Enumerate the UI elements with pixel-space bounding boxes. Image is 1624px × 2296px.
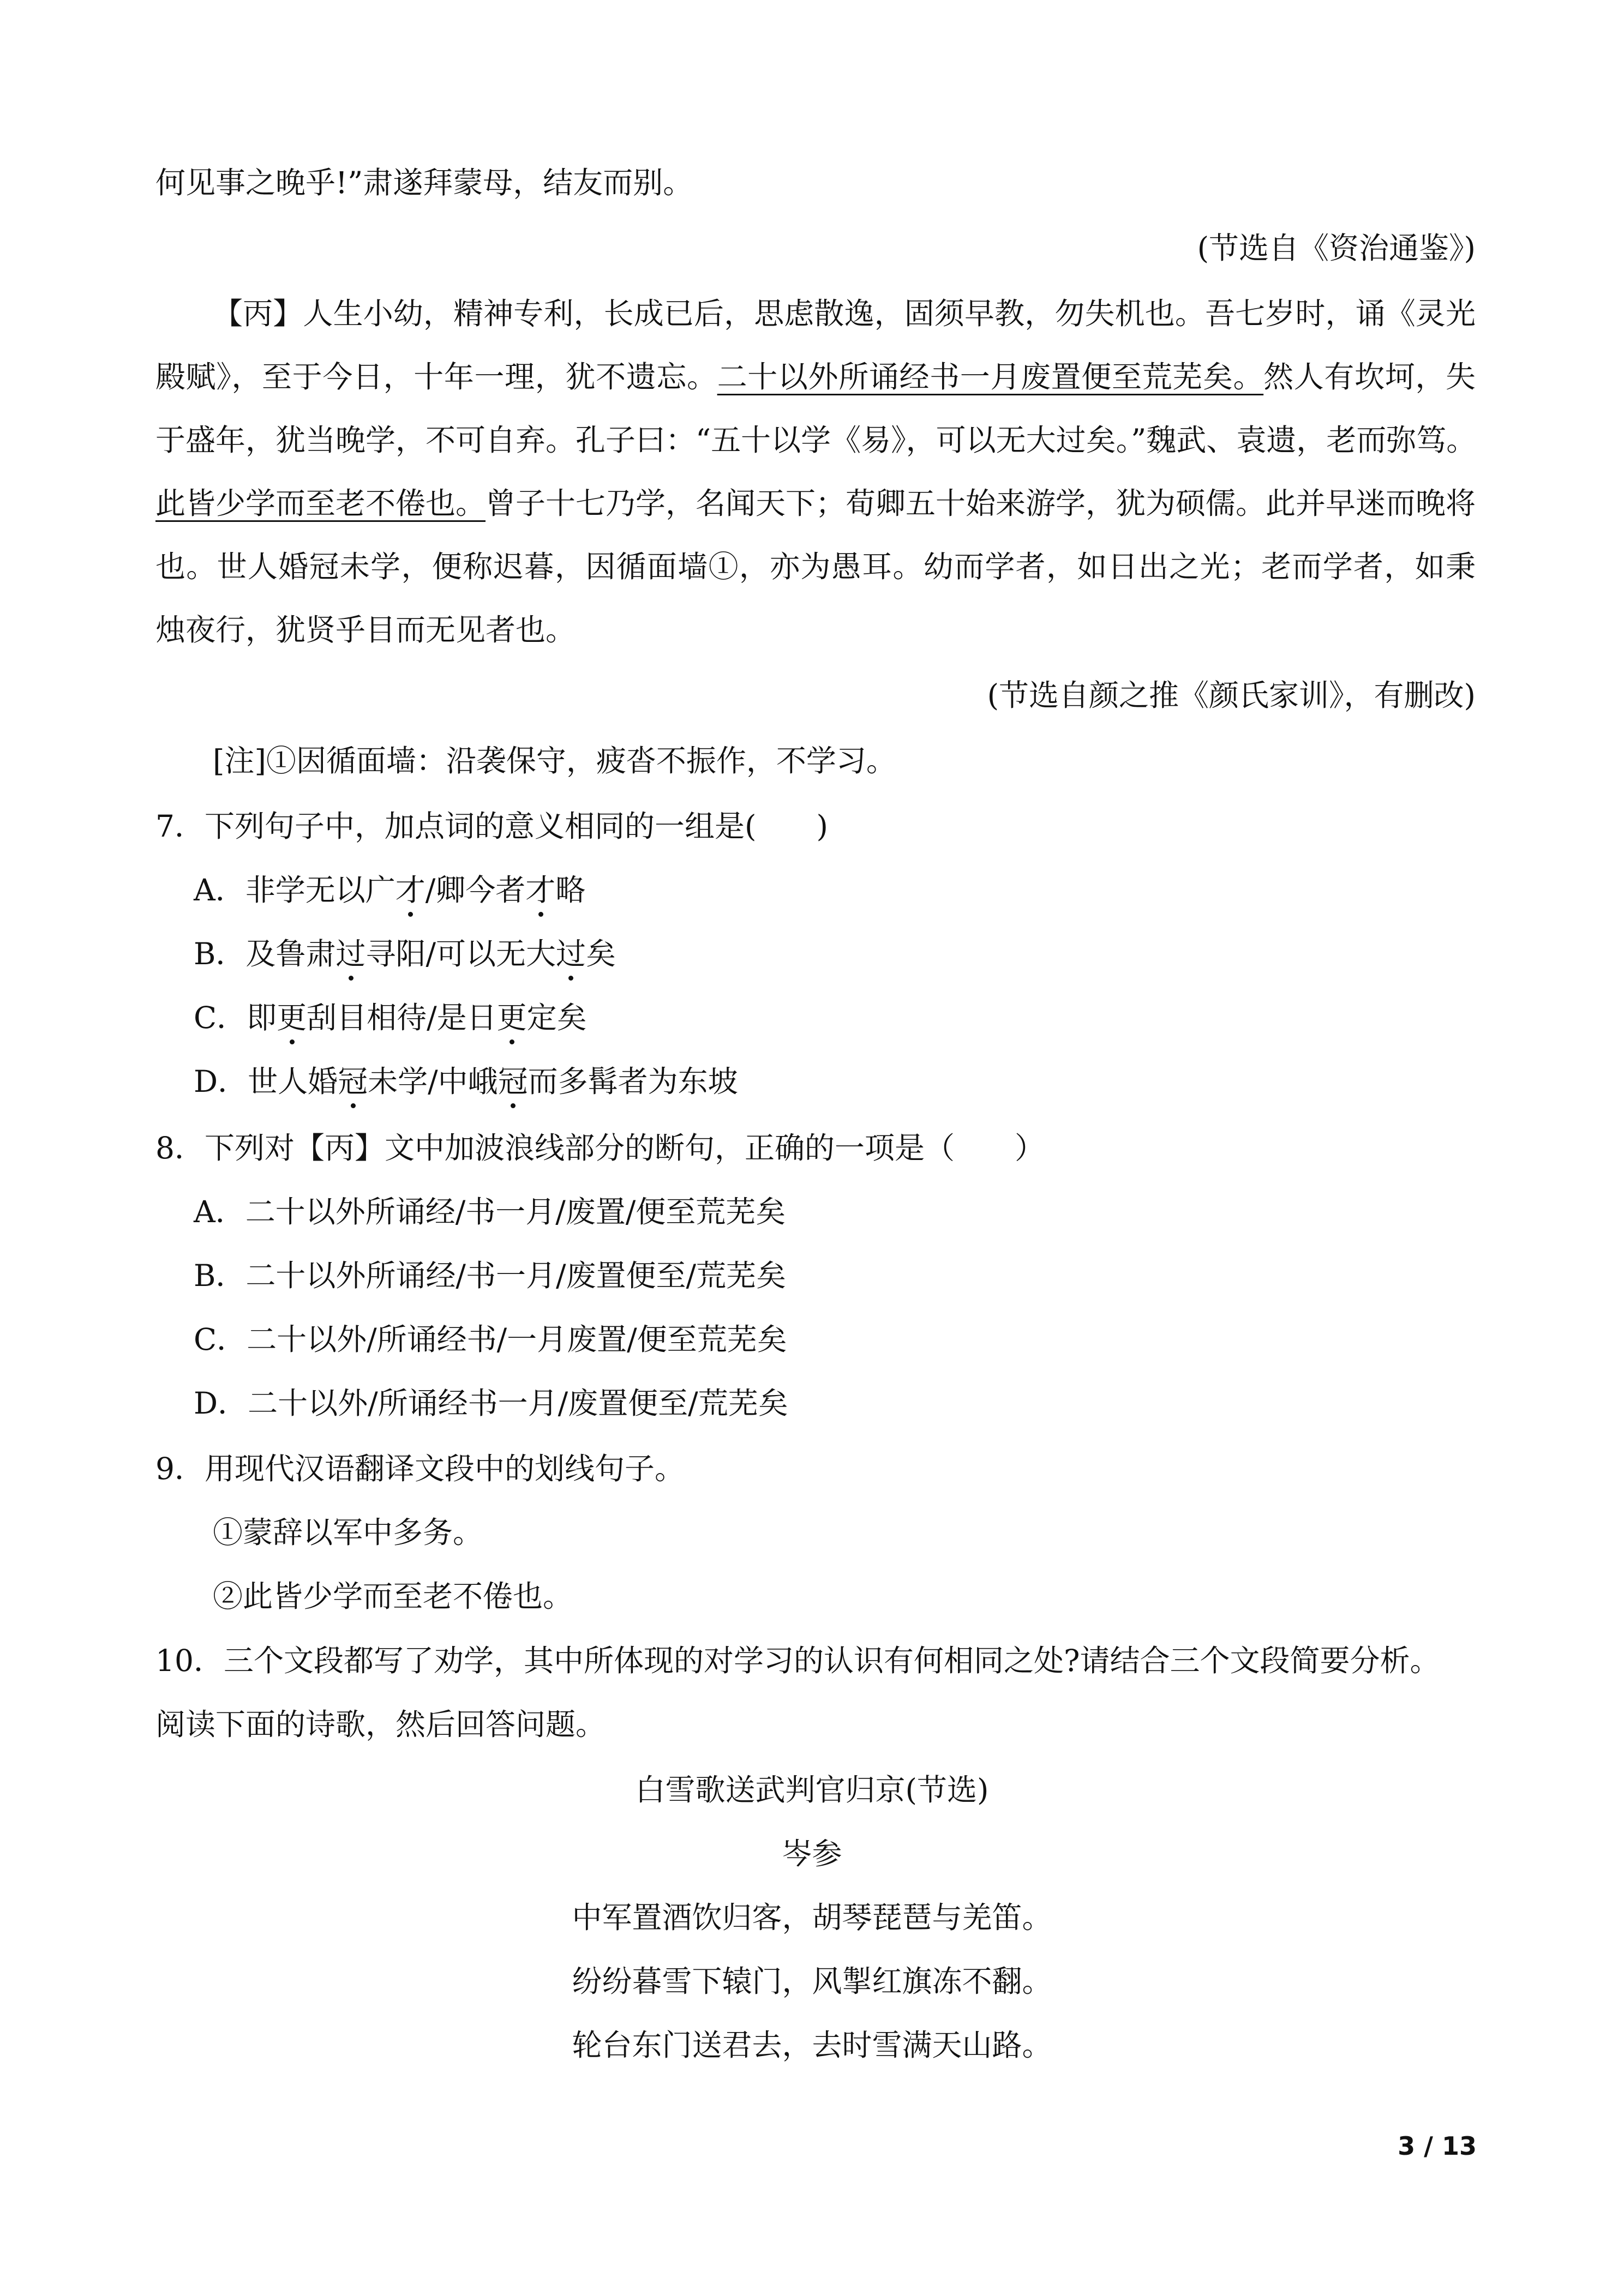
question-9-sentence-2: ②此皆少学而至老不倦也。 bbox=[213, 1579, 573, 1614]
poem-line-2: 纷纷暮雪下辕门，风掣红旗冻不翻。 bbox=[572, 1964, 1052, 1999]
passage-c-line-2: 殿赋》，至于今日，十年一理，犹不遗忘。二十以外所诵经书一月废置便至荒芜矣。然人有坎坷，失 bbox=[155, 359, 1476, 394]
question-7-option-b: B．及鲁肃过寻阳/可以无大过矣 bbox=[194, 935, 616, 973]
question-9-stem: 9．用现代汉语翻译文段中的划线句子。 bbox=[155, 1451, 685, 1486]
underlined-sentence: 此皆少学而至老不倦也。 bbox=[155, 486, 486, 521]
poem-line-1: 中军置酒饮归客，胡琴琵琶与羌笛。 bbox=[572, 1900, 1052, 1935]
question-8-stem: 8．下列对【丙】文中加波浪线部分的断句，正确的一项是（ ） bbox=[155, 1131, 1045, 1165]
question-9-sentence-1: ①蒙辞以军中多务。 bbox=[213, 1515, 483, 1550]
question-8-option-d: D．二十以外/所诵经书一月/废置便至/荒芜矣 bbox=[194, 1386, 788, 1421]
passage-c-line-6: 烛夜行，犹贤乎目而无见者也。 bbox=[155, 612, 576, 647]
passage-c-line-5: 也。世人婚冠未学，便称迟暮，因循面墙①，亦为愚耳。幼而学者，如日出之光；老而学者，如秉 bbox=[155, 549, 1476, 584]
passage-c-line-3: 于盛年，犹当晚学，不可自弃。孔子曰：“五十以学《易》，可以无大过矣。”魏武、袁遗，老而弥笃。 bbox=[155, 423, 1477, 458]
source-citation-b: (节选自《资治通鉴》) bbox=[1197, 231, 1476, 266]
question-7-stem: 7．下列句子中，加点词的意义相同的一组是( ) bbox=[155, 809, 828, 844]
poem-title: 白雪歌送武判官归京(节选) bbox=[635, 1772, 989, 1807]
annotation-note: [注]①因循面墙：沿袭保守，疲沓不振作，不学习。 bbox=[213, 743, 896, 778]
passage-c-line-1: 【丙】人生小幼，精神专利，长成已后，思虑散逸，固须早教，勿失机也。吾七岁时，诵《灵光 bbox=[213, 296, 1476, 331]
source-citation-c: (节选自颜之推《颜氏家训》，有删改) bbox=[987, 678, 1476, 713]
page-number: 3 / 13 bbox=[1398, 2131, 1477, 2161]
question-8-option-b: B．二十以外所诵经/书一月/废置便至/荒芜矣 bbox=[194, 1258, 787, 1293]
poem-instruction: 阅读下面的诗歌，然后回答问题。 bbox=[155, 1707, 606, 1742]
question-7-option-a: A．非学无以广才/卿今者才略 bbox=[194, 871, 585, 909]
poem-author: 岑参 bbox=[782, 1836, 842, 1871]
poem-line-3: 轮台东门送君去，去时雪满天山路。 bbox=[572, 2028, 1052, 2063]
question-7-option-c: C．即更刮目相待/是日更定矣 bbox=[194, 999, 587, 1037]
question-10: 10．三个文段都写了劝学，其中所体现的对学习的认识有何相同之处?请结合三个文段简要分析。 bbox=[155, 1643, 1440, 1678]
passage-b-end: 何见事之晚乎!”肃遂拜蒙母，结友而别。 bbox=[155, 165, 693, 200]
question-8-option-a: A．二十以外所诵经/书一月/废置/便至荒芜矣 bbox=[194, 1194, 786, 1229]
wavy-underlined-sentence: 二十以外所诵经书一月废置便至荒芜矣。 bbox=[717, 359, 1264, 394]
passage-c-line-4: 此皆少学而至老不倦也。曾子十七乃学，名闻天下；荀卿五十始来游学，犹为硕儒。此并早迷而晚将 bbox=[155, 486, 1476, 521]
question-8-option-c: C．二十以外/所诵经书/一月废置/便至荒芜矣 bbox=[194, 1322, 787, 1357]
question-7-option-d: D．世人婚冠未学/中峨冠而多髯者为东坡 bbox=[194, 1062, 738, 1101]
